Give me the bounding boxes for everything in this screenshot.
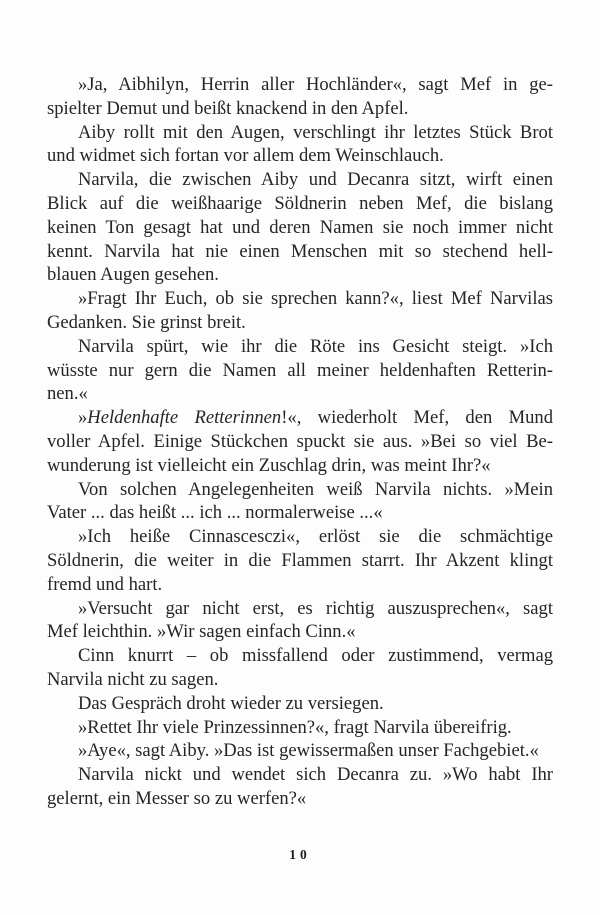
text-line [47,73,553,97]
text-line [47,430,553,454]
text-line [47,501,553,525]
text-segment: fremd und hart. [47,573,163,595]
italic-text-segment: Heldenhafte Retterinnen [87,407,282,429]
text-line [47,311,553,335]
page-number: 10 [289,847,311,862]
text-line [47,716,553,740]
text-segment: Aiby rollt mit den Augen, verschlingt ihr letztes Stück Brot [78,121,553,143]
text-segment: Vater ... das heißt ... ich ... normalerweise ...« [47,502,383,524]
text-segment: »Ich heiße Cinnascesczi«, erlöst sie die schmächtige [78,526,553,548]
text-segment: Narvila, die zwischen Aiby und Decanra sitzt, wirft einen [78,169,553,191]
text-line [47,739,553,763]
text-segment: keinen Ton gesagt hat und deren Namen sie noch immer nicht [47,216,553,238]
text-line [47,192,553,216]
text-segment: » [78,407,88,429]
text-line [47,573,553,597]
text-line [47,168,553,192]
text-line [47,787,553,811]
text-line [47,549,553,573]
text-segment: Narvila nicht zu sagen. [47,668,219,690]
text-segment: Narvila spürt, wie ihr die Röte ins Gesicht steigt. »Ich [78,335,553,357]
text-line [47,620,553,644]
text-segment: kennt. Narvila hat nie einen Menschen mit so stechend hell- [47,240,553,262]
text-segment: und widmet sich fortan vor allem dem Weinschlauch. [47,145,444,167]
text-segment: Von solchen Angelegenheiten weiß Narvila nichts. »Mein [78,478,553,500]
text-segment: Cinn knurrt – ob missfallend oder zustimmend, vermag [78,645,553,667]
text-line [47,525,553,549]
text-line [47,359,553,383]
text-line [47,454,553,478]
text-segment: spielter Demut und beißt knackend in den Apfel. [47,97,409,119]
text-segment: gelernt, ein Messer so zu werfen?« [47,787,307,809]
text-segment: voller Apfel. Einige Stückchen spuckt sie aus. »Bei so viel Be- [47,430,553,452]
text-line [47,240,553,264]
text-segment: nen.« [47,383,88,405]
text-line [47,478,553,502]
text-segment: »Versucht gar nicht erst, es richtig auszusprechen«, sagt [78,597,553,619]
text-segment: Mef leichthin. »Wir sagen einfach Cinn.« [47,621,356,643]
text-segment: Söldnerin, die weiter in die Flammen starrt. Ihr Akzent klingt [47,549,553,571]
text-line [47,644,553,668]
text-segment: »Rettet Ihr viele Prinzessinnen?«, fragt Narvila übereifrig. [78,716,512,738]
text-segment: !«, wiederholt Mef, den Mund [281,407,553,429]
text-segment: »Aye«, sagt Aiby. »Das ist gewissermaßen unser Fachgebiet.« [78,740,539,762]
text-line [47,382,553,406]
text-segment: wüsste nur gern die Namen all meiner heldenhaften Retterin- [47,359,553,381]
text-line [47,406,553,430]
text-line [47,335,553,359]
text-line [47,121,553,145]
text-line [47,263,553,287]
text-line [47,97,553,121]
text-segment: Gedanken. Sie grinst breit. [47,311,246,333]
text-segment: Blick auf die weißhaarige Söldnerin neben Mef, die bislang [47,192,553,214]
text-segment: Das Gespräch droht wieder zu versiegen. [78,692,384,714]
text-line [47,287,553,311]
text-segment: »Ja, Aibhilyn, Herrin aller Hochländer«, sagt Mef in ge- [78,74,553,95]
page-text [47,73,553,811]
text-line [47,216,553,240]
text-line [47,668,553,692]
text-segment: Narvila nickt und wendet sich Decanra zu. »Wo habt Ihr [78,764,553,786]
text-line [47,597,553,621]
text-line [47,144,553,168]
text-segment: wunderung ist vielleicht ein Zuschlag drin, was meint Ihr?« [47,454,491,476]
text-segment: blauen Augen gesehen. [47,264,219,286]
text-line [47,763,553,787]
text-line [47,692,553,716]
text-segment: »Fragt Ihr Euch, ob sie sprechen kann?«, liest Mef Narvilas [78,288,553,310]
